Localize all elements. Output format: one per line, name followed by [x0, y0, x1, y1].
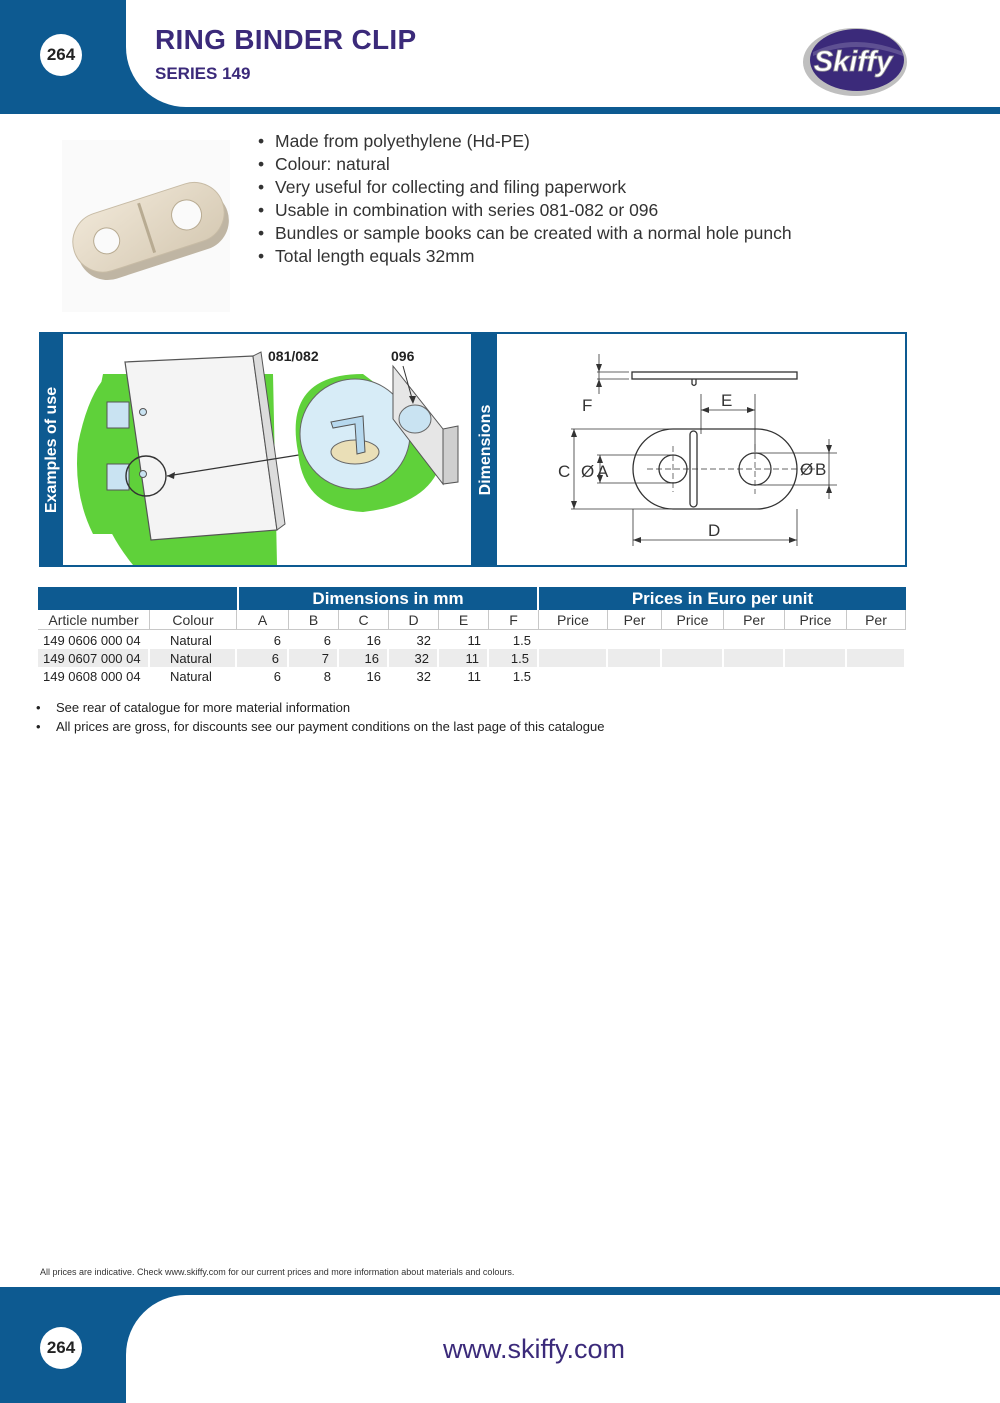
- dim-a-cell: 6: [237, 649, 287, 667]
- column-header: Price: [662, 610, 724, 630]
- column-header: Price: [785, 610, 847, 630]
- article-number-cell: 149 0607 000 04: [38, 649, 148, 667]
- article-number-cell: 149 0608 000 04: [43, 668, 141, 684]
- colour-cell: Natural: [170, 668, 212, 684]
- table-row: [38, 667, 906, 685]
- dim-f-cell: 1.5: [512, 668, 531, 684]
- examples-side-label: Examples of use: [41, 334, 63, 565]
- page-subtitle: SERIES 149: [155, 64, 251, 83]
- dim-d-cell: 32: [389, 649, 437, 667]
- column-header: D: [389, 610, 439, 630]
- dim-f-cell: 1.5: [512, 632, 531, 648]
- column-header: C: [339, 610, 389, 630]
- feature-item: • Bundles or sample books can be created with a normal hole punch: [258, 222, 792, 245]
- note-item: • All prices are gross, for discounts see our payment conditions on the last page of this catalogue: [36, 717, 604, 736]
- table-row: [38, 631, 906, 649]
- feature-item: • Total length equals 32mm: [258, 245, 792, 268]
- dim-e-cell: 11: [439, 649, 487, 667]
- column-header: Price: [539, 610, 608, 630]
- dim-b-cell: 8: [323, 668, 331, 684]
- per-cell: [608, 649, 660, 667]
- column-header: Per: [847, 610, 906, 630]
- website-link[interactable]: www.skiffy.com: [443, 1334, 626, 1364]
- article-number-cell: 149 0606 000 04: [43, 632, 141, 648]
- table-column-header: [38, 610, 906, 630]
- group-header-dimensions: Dimensions in mm: [239, 587, 537, 610]
- feature-item: • Colour: natural: [258, 153, 792, 176]
- dim-d-cell: 32: [416, 668, 431, 684]
- dimensions-side-label: Dimensions: [475, 334, 497, 565]
- colour-cell: Natural: [170, 632, 212, 648]
- product-photo: [62, 140, 230, 312]
- dim-c-cell: 16: [366, 668, 381, 684]
- table-group-header: [38, 587, 906, 610]
- feature-item: • Made from polyethylene (Hd-PE): [258, 130, 792, 153]
- page-title: RING BINDER CLIP: [155, 24, 417, 55]
- per-cell: [847, 649, 904, 667]
- dim-c-cell: 16: [366, 632, 381, 648]
- dim-b-cell: 6: [323, 632, 331, 648]
- dim-e-cell: 11: [467, 632, 481, 648]
- dim-c-cell: 16: [339, 649, 387, 667]
- group-header-blank: [38, 587, 237, 610]
- feature-list: [258, 130, 792, 268]
- table-row: [38, 649, 906, 667]
- column-header: F: [489, 610, 539, 630]
- dim-d-cell: 32: [416, 632, 431, 648]
- example-tag-081-082: 081/082: [268, 348, 319, 364]
- price-disclaimer: All prices are indicative. Check www.skiffy.com for our current prices and more information about materials and colours.: [40, 1267, 515, 1277]
- dim-f-cell: 1.5: [489, 649, 537, 667]
- logo-text: Skiffy: [813, 46, 893, 78]
- feature-item: • Usable in combination with series 081-082 or 096: [258, 199, 792, 222]
- column-header: Per: [724, 610, 785, 630]
- dimensions-drawing: [497, 334, 905, 565]
- page-number-badge: 264: [40, 34, 82, 76]
- dim-diameter-B: Ø: [800, 460, 814, 479]
- examples-panel: [39, 332, 473, 567]
- dim-e-cell: 11: [467, 668, 481, 684]
- dim-b-cell: 7: [289, 649, 337, 667]
- dim-label-C: C: [558, 462, 571, 481]
- notes-list: [36, 698, 604, 736]
- column-header: E: [439, 610, 489, 630]
- column-header: A: [237, 610, 289, 630]
- feature-item: • Very useful for collecting and filing paperwork: [258, 176, 792, 199]
- note-item: • See rear of catalogue for more material information: [36, 698, 604, 717]
- column-header: B: [289, 610, 339, 630]
- price-cell: [662, 649, 722, 667]
- example-tag-096: 096: [391, 348, 415, 364]
- dim-label-A: A: [597, 462, 609, 481]
- skiffy-logo: [795, 22, 910, 98]
- group-header-prices: Prices in Euro per unit: [539, 587, 906, 610]
- dim-a-cell: 6: [273, 668, 281, 684]
- dim-label-F: F: [582, 396, 593, 415]
- dim-label-E: E: [721, 391, 733, 410]
- examples-illustration: [63, 334, 471, 565]
- price-cell: [785, 649, 845, 667]
- dim-a-cell: 6: [273, 632, 281, 648]
- colour-cell: Natural: [150, 649, 235, 667]
- price-cell: [539, 649, 606, 667]
- column-header: Article number: [38, 610, 150, 630]
- dim-label-D: D: [708, 521, 721, 540]
- per-cell: [724, 649, 783, 667]
- footer-page-number-badge: 264: [40, 1327, 82, 1369]
- dim-diameter-A: Ø: [581, 462, 595, 481]
- column-header: Colour: [150, 610, 237, 630]
- dim-label-B: B: [815, 460, 827, 479]
- dimensions-panel: [473, 332, 907, 567]
- column-header: Per: [608, 610, 662, 630]
